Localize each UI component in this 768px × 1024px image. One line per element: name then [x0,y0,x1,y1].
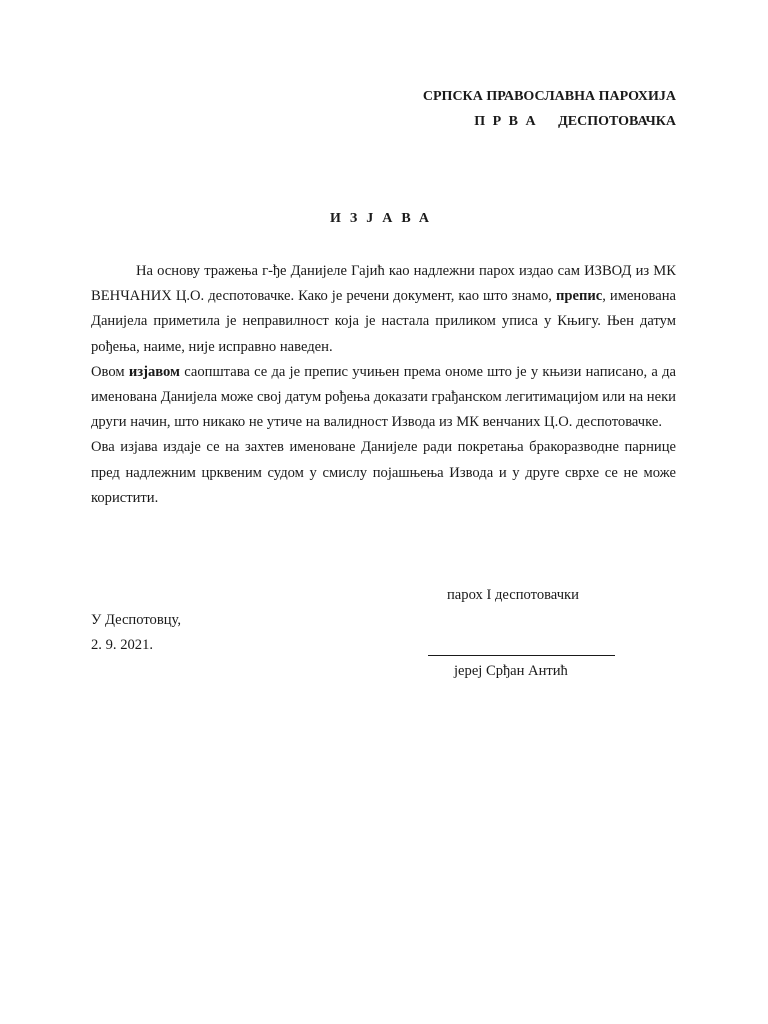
paragraph-3: Ова изјава издаје се на захтев именоване Данијеле ради покретања бракоразводне парнице пред надлежним црквеним судом у смислу појашњења Извода и у друге сврхе се не може користити. [91,439,676,506]
parish-header [423,84,676,134]
signature-line [428,655,615,656]
paragraph-1-bold-term: препис [555,288,603,305]
paragraph-2 [91,360,676,436]
signer-title: парох I деспотовачки [447,587,579,603]
parish-header-line2: П Р В А ДЕСПОТОВАЧКА [474,114,676,129]
date-line: 2. 9. 2021. [91,637,154,653]
paragraph-1-text-a: На основу тражења г-ђе Данијеле Гајић као надлежни парох издао сам ИЗВОД из МК ВЕНЧАНИХ Ц.О. деспотовачке. Како је речени документ, као што знамо, [91,263,676,305]
paragraph-2-bold-term: изјавом [128,363,180,380]
document-title: ИЗЈАВА [330,211,438,226]
paragraph-1 [91,259,676,360]
paragraph-1-text-b: , именована Данијела приметила је неправилност која је настала приликом уписа у Књигу. Њен датум рођења, наиме, није исправно наведен. [91,288,676,355]
document-body [91,259,676,511]
paragraph-2-text-b: саопштава се да је препис учињен према ономе што је у књизи написано, а да именована Данијела може свој датум рођења доказати грађанском легитимацијом или на неки други начин, што никако не утиче на валидност Извода из МК венчаних Ц.О. деспотовачке. [91,363,677,431]
signer-name: јереј Срђан Антић [454,663,568,679]
place-line: У Деспотовцу, [91,612,182,628]
parish-header-line1: СРПСКА ПРАВОСЛАВНА ПАРОХИЈА [422,89,676,104]
paragraph-2-text-a: Овом [91,363,129,380]
